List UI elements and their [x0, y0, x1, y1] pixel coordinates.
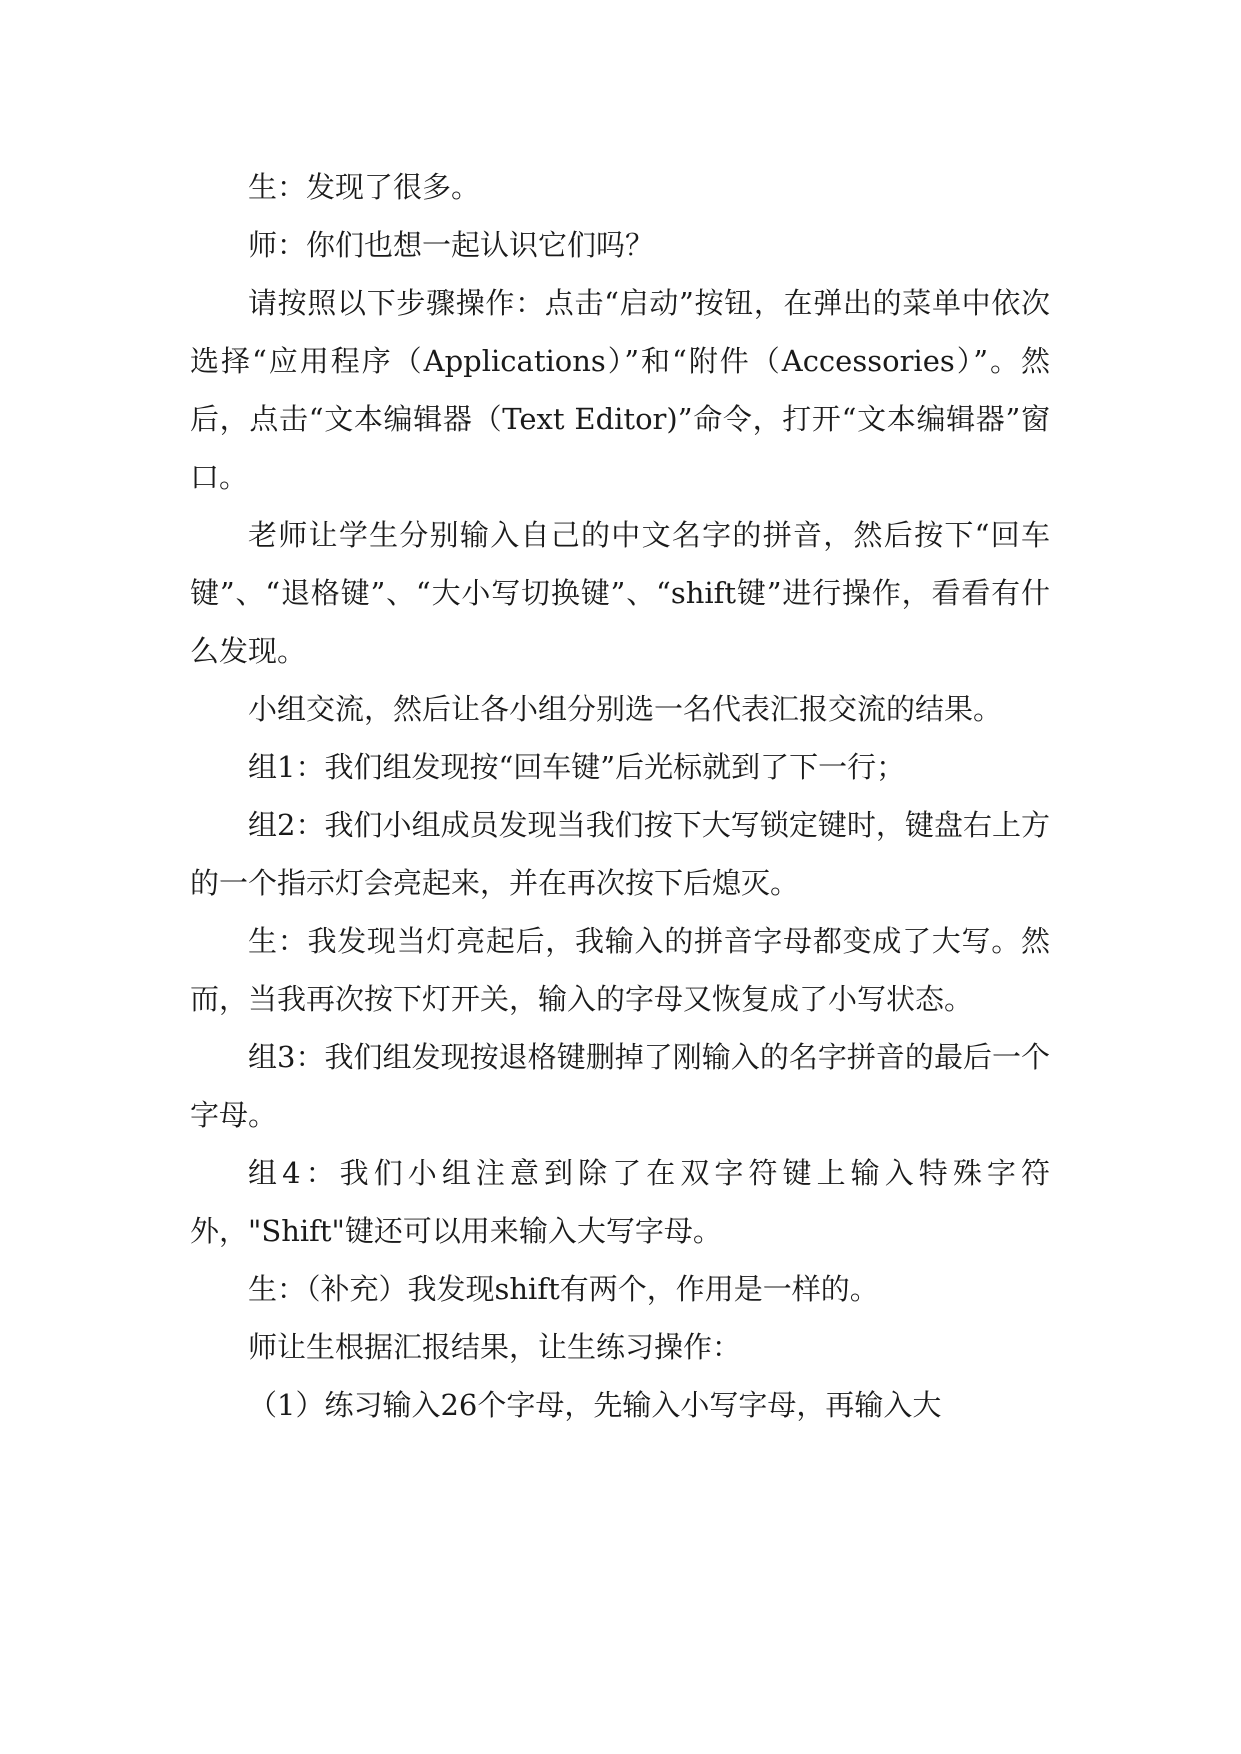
paragraph-steps-instruction: 请按照以下步骤操作：点击“启动”按钮，在弹出的菜单中依次选择“应用程序（Applications）”和“附件（Accessories）”。然后，点击“文本编辑器（Text Editor)”命令，打开“文本编辑器”窗口。 — [190, 286, 1050, 494]
paragraph-keyboard-task: 老师让学生分别输入自己的中文名字的拼音，然后按下“回车键”、“退格键”、“大小写切换键”、“shift键”进行操作，看看有什么发现。 — [190, 518, 1050, 668]
paragraph-student-capslock: 生：我发现当灯亮起后，我输入的拼音字母都变成了大写。然而，当我再次按下灯开关，输入的字母又恢复成了小写状态。 — [190, 924, 1050, 1016]
paragraph-group-1: 组1：我们组发现按“回车键”后光标就到了下一行； — [248, 750, 906, 784]
paragraph-student-reply: 生：发现了很多。 — [248, 170, 481, 204]
paragraph-group-2: 组2：我们小组成员发现当我们按下大写锁定键时，键盘右上方的一个指示灯会亮起来，并在再次按下后熄灭。 — [190, 808, 1050, 900]
paragraph-group-4: 组4：我们小组注意到除了在双字符键上输入特殊字符外，"Shift"键还可以用来输入大写字母。 — [190, 1156, 1050, 1248]
document-body — [190, 158, 1050, 1434]
paragraph-practice-1: （1）练习输入26个字母，先输入小写字母，再输入大 — [248, 1388, 942, 1422]
paragraph-group-3: 组3：我们组发现按退格键删掉了刚输入的名字拼音的最后一个字母。 — [190, 1040, 1050, 1132]
paragraph-teacher-question: 师：你们也想一起认识它们吗？ — [248, 228, 655, 262]
paragraph-teacher-practice: 师让生根据汇报结果，让生练习操作： — [248, 1330, 742, 1364]
paragraph-student-shift: 生：（补充）我发现shift有两个，作用是一样的。 — [248, 1272, 879, 1306]
paragraph-group-discussion: 小组交流，然后让各小组分别选一名代表汇报交流的结果。 — [248, 692, 1003, 726]
